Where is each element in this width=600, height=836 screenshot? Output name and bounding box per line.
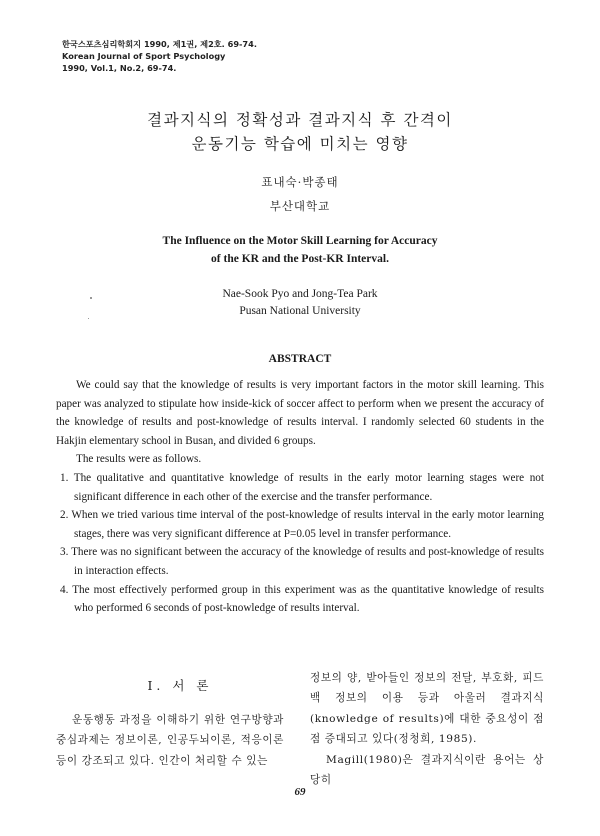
scan-speck: [90, 297, 92, 299]
abstract-result-3: 3. There was no significant between the accuracy of the knowledge of results and post-knowledge of results in interaction effects.: [60, 546, 544, 577]
abstract-result-1: 1. The qualitative and quantitative knowledge of results in the early motor learning stages were not significant difference in each other of the exercise and the transfer performance.: [60, 471, 544, 503]
korean-title: [0, 108, 600, 156]
left-column-paragraph: 운동행동 과정을 이해하기 위한 연구방향과 중심과제는 정보이론, 인공두뇌이론, 적응이론 등이 강조되고 있다. 인간이 처리할 수 있는: [56, 714, 284, 767]
korean-authors: 표내숙·박종태: [261, 175, 339, 189]
abstract-results-list: [56, 469, 544, 618]
korean-title-line-1: 결과지식의 정확성과 결과지식 후 간격이: [147, 111, 453, 129]
english-authors: Nae-Sook Pyo and Jong-Tea Park: [222, 288, 378, 300]
journal-info-volume: 1990, Vol.1, No.2, 69-74.: [62, 63, 177, 73]
section-heading: I. 서 론: [147, 678, 213, 693]
abstract-intro: We could say that the knowledge of results is very important factors in the motor skill learning. This paper was analyzed to stipulate how inside-kick of soccer affect to perform when we present the accuracy of the knowledge of results and post-knowledge of results interval. I randomly selected 60 students in the Hakjin elementary school in Busan, and divided 6 groups.: [56, 379, 544, 447]
left-column: [56, 710, 284, 771]
right-column: [310, 668, 544, 790]
english-title: [0, 232, 600, 268]
journal-info-line-kr: 한국스포츠심리학회지 1990, 제1권, 제2호. 69-74.: [62, 39, 257, 49]
abstract-heading: ABSTRACT: [268, 353, 332, 365]
journal-info: [62, 38, 257, 74]
english-affiliation: Pusan National University: [239, 305, 361, 317]
scan-speck: [88, 318, 89, 319]
abstract-results-intro: The results were as follows.: [76, 453, 202, 466]
page-number: 69: [294, 786, 306, 798]
right-column-paragraph-1: 정보의 양, 받아들인 정보의 전달, 부호화, 피드백 정보의 이용 등과 아울러 결과지식 (knowledge of results)에 대한 중요성이 점 점 증대되고 있다(정청희, 1985).: [310, 672, 544, 746]
english-title-line-1: The Influence on the Motor Skill Learning for Accuracy: [162, 235, 438, 247]
abstract-result-4: 4. The most effectively performed group in this experiment was as the quantitative knowledge of results who performed 6 seconds of post-knowledge of results interval.: [60, 583, 544, 615]
right-column-paragraph-2: Magill(1980)은 결과지식이란 용어는 상당히: [310, 753, 544, 787]
korean-affiliation: 부산대학교: [269, 199, 331, 213]
english-title-line-2: of the KR and the Post-KR Interval.: [211, 253, 389, 265]
abstract-result-2: 2. When we tried various time interval of the post-knowledge of results interval in the early motor learning stages, there was very significant difference at P=0.05 level in transfer performance.: [60, 509, 544, 540]
journal-info-line-en: Korean Journal of Sport Psychology: [62, 51, 226, 61]
korean-title-line-2: 운동기능 학습에 미치는 영향: [191, 135, 409, 153]
english-authors-block: [0, 286, 600, 320]
abstract-body: [56, 376, 544, 618]
